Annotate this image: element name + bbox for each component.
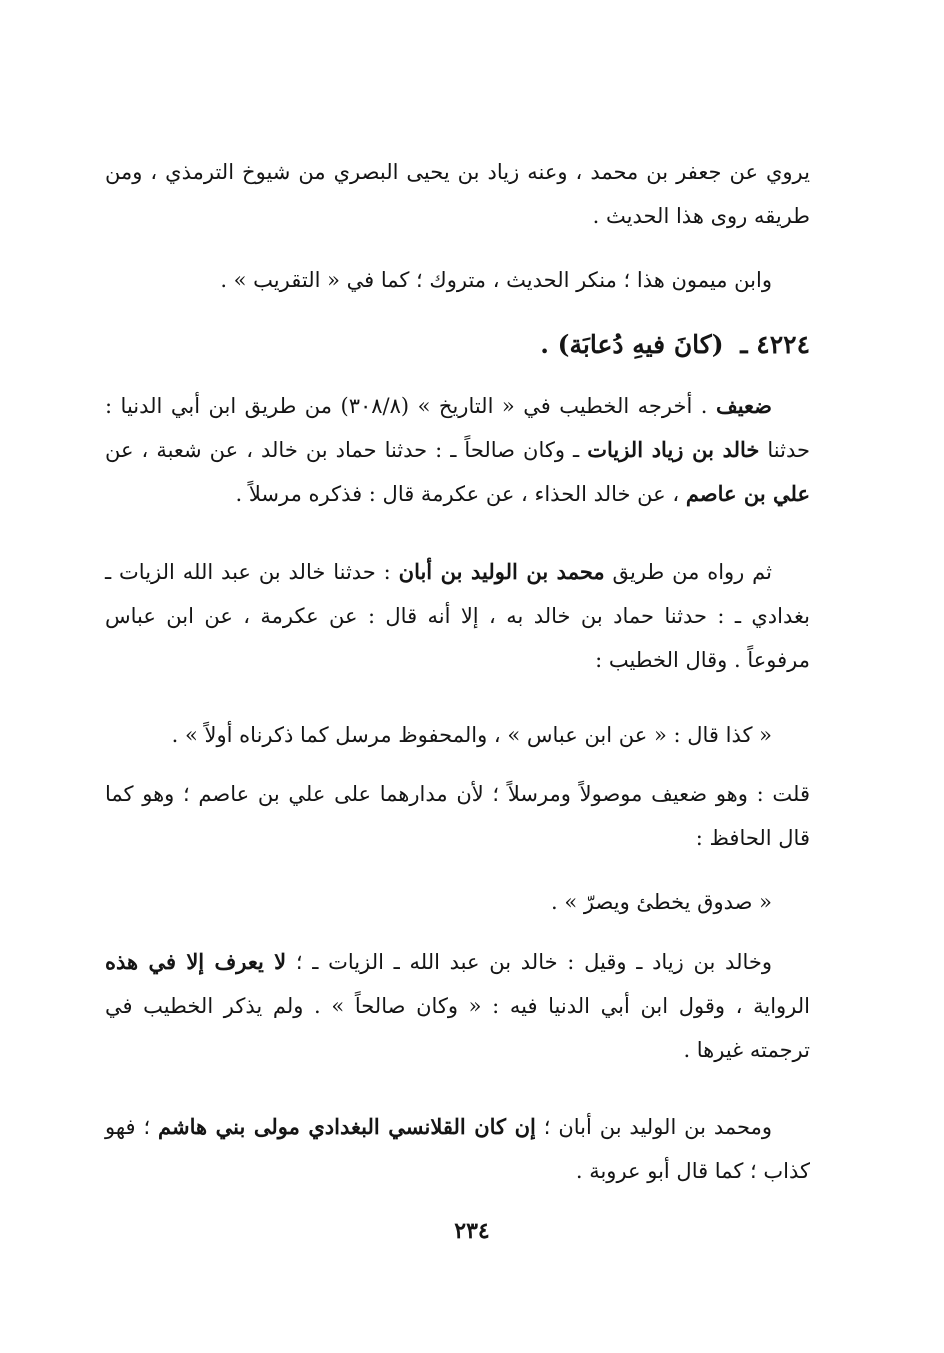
narrator-name: محمد بن الوليد بن أبان bbox=[398, 559, 605, 584]
paragraph-ibn-maymun bbox=[105, 258, 810, 302]
narrator-name: علي بن عاصم bbox=[685, 481, 810, 506]
paragraph-text: ؛ فهو كذاب ؛ كما قال أبو عروبة . bbox=[105, 1115, 810, 1183]
paragraph-text: ثم رواه من طريق bbox=[612, 560, 773, 584]
paragraph-text: الرواية ، وقول ابن أبي الدنيا فيه : « وكان صالحاً » . ولم يذكر الخطيب في ترجمته غيرها . bbox=[105, 994, 810, 1062]
hadith-number: ٤٢٢٤ ـ bbox=[740, 330, 810, 359]
paragraph-khalid-info bbox=[105, 940, 810, 1072]
paragraph-text: ومحمد بن الوليد بن أبان ؛ bbox=[543, 1115, 772, 1139]
paragraph-khatib-quote bbox=[105, 713, 810, 757]
paragraph-text: ـ وكان صالحاً ـ : حدثنا حماد بن خالد ، عن شعبة ، عن bbox=[105, 438, 580, 462]
page-number: ٢٣٤ bbox=[454, 1218, 490, 1244]
paragraph-text: « صدوق يخطئ ويصرّ » . bbox=[551, 890, 772, 914]
paragraph-takhrij bbox=[105, 384, 810, 516]
paragraph-text: يروي عن جعفر بن محمد ، وعنه زياد بن يحيى البصري من شيوخ الترمذي ، ومن طريقه روى هذا الحديث . bbox=[105, 160, 810, 228]
paragraph-narrator-info bbox=[105, 150, 810, 238]
paragraph-text: وخالد بن زياد ـ وقيل : خالد بن عبد الله ـ الزيات ـ ؛ bbox=[295, 950, 772, 974]
hadith-title: (كانَ فيهِ دُعابَة) . bbox=[540, 330, 724, 359]
paragraph-text: قلت : وهو ضعيف موصولاً ومرسلاً ؛ لأن مدارهما على علي بن عاصم ؛ وهو كما قال الحافظ : bbox=[105, 782, 810, 850]
emphasized-text: لا يعرف إلا في هذه bbox=[105, 949, 287, 974]
paragraph-second-route bbox=[105, 550, 810, 682]
paragraph-text: « كذا قال : « عن ابن عباس » ، والمحفوظ مرسل كما ذكرناه أولاً » . bbox=[171, 723, 772, 747]
emphasized-text: إن كان القلانسي البغدادي مولى بني هاشم bbox=[158, 1114, 536, 1139]
paragraph-author-opinion bbox=[105, 772, 810, 860]
paragraph-text: وابن ميمون هذا ؛ منكر الحديث ، متروك ؛ كما في « التقريب » . bbox=[220, 268, 772, 292]
paragraph-hafiz-quote bbox=[105, 880, 810, 924]
paragraph-text: . أخرجه الخطيب في « التاريخ » (٣٠٨/٨) من طريق ابن أبي الدنيا : حدثنا bbox=[105, 394, 810, 462]
paragraph-text: ، عن خالد الحذاء ، عن عكرمة قال : فذكره مرسلاً . bbox=[235, 482, 680, 506]
hadith-heading bbox=[105, 325, 810, 365]
paragraph-muhammad-info bbox=[105, 1105, 810, 1193]
grade-label: ضعيف bbox=[715, 393, 772, 418]
paragraph-text: : حدثنا خالد بن عبد الله الزيات ـ بغدادي ـ : حدثنا حماد بن خالد به ، إلا أنه قال : عن عكرمة ، عن ابن عباس مرفوعاً . وقال الخطيب : bbox=[105, 560, 810, 672]
narrator-name: خالد بن زياد الزيات bbox=[587, 437, 760, 462]
